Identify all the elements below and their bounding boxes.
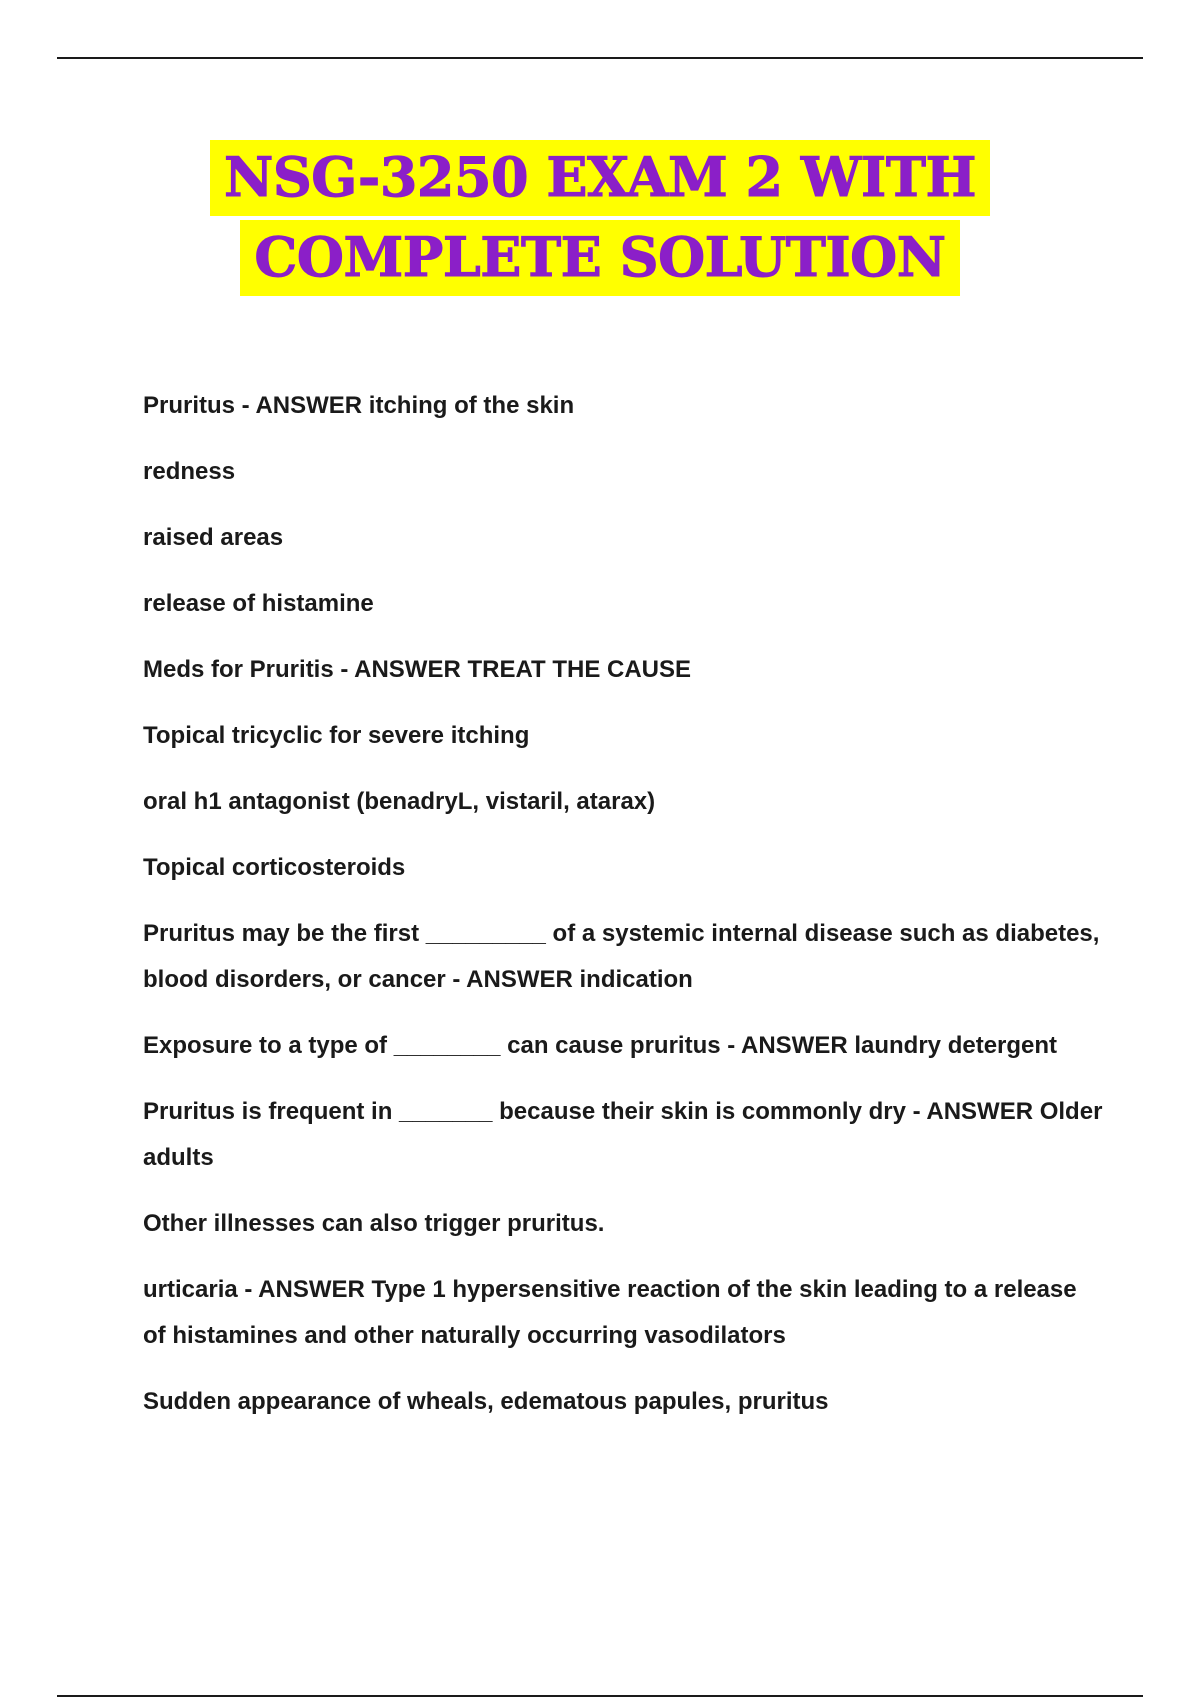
entry-urticaria: urticaria - ANSWER Type 1 hypersensitive reaction of the skin leading to a release of histamines and other naturally occurring vasodilators [143, 1276, 1077, 1349]
entry-other-illnesses: Other illnesses can also trigger pruritus. [143, 1210, 605, 1237]
entry-topical-tricyclic: Topical tricyclic for severe itching [143, 722, 530, 749]
entry-older-adults: Pruritus is frequent in _______ because their skin is commonly dry - ANSWER Older adults [143, 1098, 1103, 1171]
top-rule [57, 57, 1143, 59]
entry-raised-areas: raised areas [143, 524, 284, 551]
title-line-1: NSG-3250 EXAM 2 WITH [210, 140, 990, 216]
entry-topical-corticosteroids: Topical corticosteroids [143, 854, 406, 881]
entry-laundry-detergent: Exposure to a type of ________ can cause pruritus - ANSWER laundry detergent [143, 1032, 1058, 1059]
document-title [0, 140, 1200, 296]
entry-release-histamine: release of histamine [143, 590, 374, 617]
bottom-rule [57, 1695, 1143, 1697]
entry-pruritus: Pruritus - ANSWER itching of the skin [143, 392, 575, 419]
entry-meds-pruritis: Meds for Pruritis - ANSWER TREAT THE CAUSE [143, 656, 692, 683]
entry-oral-h1: oral h1 antagonist (benadryL, vistaril, atarax) [143, 788, 656, 815]
entry-redness: redness [143, 458, 236, 485]
entry-sudden-appearance: Sudden appearance of wheals, edematous papules, pruritus [143, 1388, 829, 1415]
qa-list [143, 383, 1103, 1445]
entry-first-indication: Pruritus may be the first _________ of a systemic internal disease such as diabetes, blood disorders, or cancer - ANSWER indication [143, 920, 1100, 993]
title-line-2: COMPLETE SOLUTION [240, 220, 959, 296]
